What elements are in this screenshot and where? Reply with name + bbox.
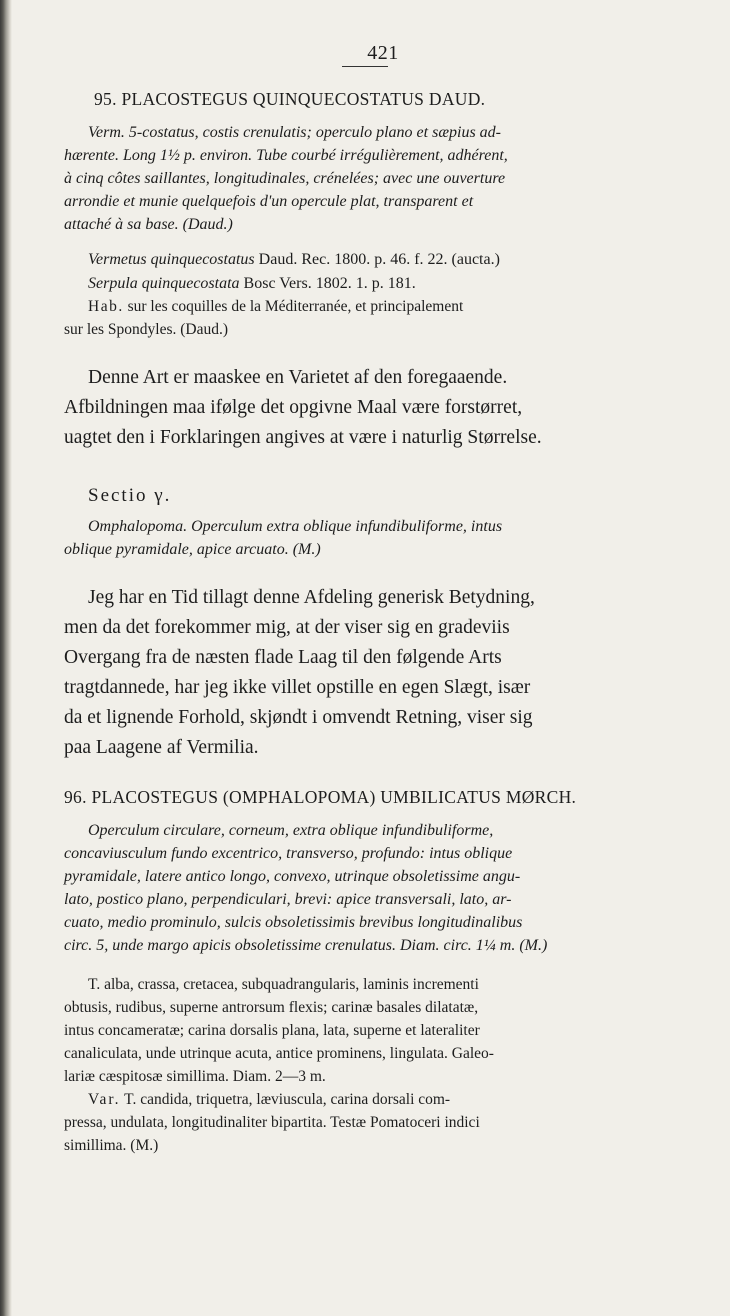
variety-line: simillima. (M.): [64, 1137, 159, 1154]
commentary-line: tragtdannede, har jeg ikke villet opstille en egen Slægt, især: [64, 677, 531, 698]
diagnosis-line: arrondie et munie quelquefois d'un opercule plat, transparent et: [64, 193, 474, 210]
commentary-line: paa Laagene af Vermilia.: [64, 737, 259, 758]
synonym-name: Vermetus quinquecostatus: [88, 251, 255, 268]
commentary-line: Jeg har en Tid tillagt denne Afdeling generisk Betydning,: [88, 587, 535, 608]
habitat-text: sur les coquilles de la Méditerranée, et principalement: [123, 298, 464, 315]
diagnosis-line: à cinq côtes saillantes, longitudinales, crénelées; avec une ouverture: [64, 170, 506, 187]
species-95-heading: 95. PLACOSTEGUS QUINQUECOSTATUS DAUD.: [94, 89, 486, 109]
species-95-note: [64, 363, 684, 453]
note-line: Denne Art er maaskee en Varietet af den foregaaende.: [88, 367, 508, 388]
species-96-variety: [64, 1088, 684, 1157]
diagnosis-line: hærente. Long 1½ p. environ. Tube courbé irrégulièrement, adhérent,: [64, 147, 508, 164]
diagnosis-line: circ. 5, unde margo apicis obsoletissime crenulatus. Diam. circ. 1¼ m. (M.): [64, 937, 548, 954]
commentary-line: Overgang fra de næsten flade Laag til den følgende Arts: [64, 647, 502, 668]
variety-text: T. candida, triquetra, læviuscula, carina dorsali com-: [120, 1091, 451, 1108]
synonym-vermetus: [64, 248, 684, 272]
habitat-continued: sur les Spondyles. (Daud.): [64, 321, 229, 338]
page-number: 421: [367, 42, 399, 64]
description-line: obtusis, rudibus, superne antrorsum flexis; carinæ basales dilatatæ,: [64, 999, 479, 1016]
species-95-diagnosis: [64, 121, 684, 236]
synonym-reference: Bosc Vers. 1802. 1. p. 181.: [239, 274, 416, 292]
synonym-reference: Daud. Rec. 1800. p. 46. f. 22. (aucta.): [254, 251, 500, 268]
diagnosis-line: cuato, medio prominulo, sulcis obsoletissimis brevibus longitudinalibus: [64, 914, 523, 931]
variety-label: Var.: [88, 1091, 121, 1108]
description-line: T. alba, crassa, cretacea, subquadrangularis, laminis incrementi: [88, 976, 479, 993]
diagnosis-line: concaviusculum fundo excentrico, transverso, profundo: intus oblique: [64, 845, 513, 862]
diagnosis-line: Verm. 5-costatus, costis crenulatis; operculo plano et sæpius ad-: [88, 124, 501, 141]
variety-line: [64, 1088, 684, 1111]
note-line: Afbildningen maa ifølge det opgivne Maal være forstørret,: [64, 397, 523, 418]
page-number-rule: [342, 66, 388, 67]
sectio-heading: Sectio γ.: [88, 485, 172, 506]
diagnosis-line: oblique pyramidale, apice arcuato. (M.): [64, 541, 321, 558]
page-binding-edge: [0, 0, 12, 1316]
description-line: lariæ cæspitosæ simillima. Diam. 2—3 m.: [64, 1068, 326, 1085]
species-96-description: [64, 973, 684, 1088]
book-page: [64, 40, 684, 1157]
diagnosis-line: attaché à sa base. (Daud.): [64, 216, 233, 233]
description-line: canaliculata, unde utrinque acuta, antice prominens, lingulata. Galeo-: [64, 1045, 494, 1062]
species-96-heading: 96. PLACOSTEGUS (OMPHALOPOMA) UMBILICATUS MØRCH.: [64, 787, 577, 807]
description-line: intus concameratæ; carina dorsalis plana, lata, superne et lateraliter: [64, 1022, 480, 1039]
synonym-serpula: [64, 272, 684, 296]
note-line: uagtet den i Forklaringen angives at være i naturlig Størrelse.: [64, 427, 542, 448]
species-96-diagnosis: [64, 819, 684, 957]
habitat: [64, 295, 684, 318]
commentary-line: men da det forekommer mig, at der viser sig en gradeviis: [64, 617, 510, 638]
diagnosis-line: Operculum circulare, corneum, extra oblique infundibuliforme,: [88, 822, 494, 839]
synonym-name: Serpula quinquecostata: [88, 274, 240, 292]
sectio-commentary: [64, 583, 684, 763]
diagnosis-line: Omphalopoma. Operculum extra oblique infundibuliforme, intus: [88, 518, 503, 535]
variety-line: pressa, undulata, longitudinaliter bipartita. Testæ Pomatoceri indici: [64, 1114, 480, 1131]
diagnosis-line: lato, postico plano, perpendiculari, brevi: apice transversali, lato, ar-: [64, 891, 512, 908]
sectio-diagnosis: [64, 515, 684, 561]
commentary-line: da et lignende Forhold, skjøndt i omvendt Retning, viser sig: [64, 707, 533, 728]
diagnosis-line: pyramidale, latere antico longo, convexo, utrinque obsoletissime angu-: [64, 868, 521, 885]
habitat-label: Hab.: [88, 298, 124, 315]
